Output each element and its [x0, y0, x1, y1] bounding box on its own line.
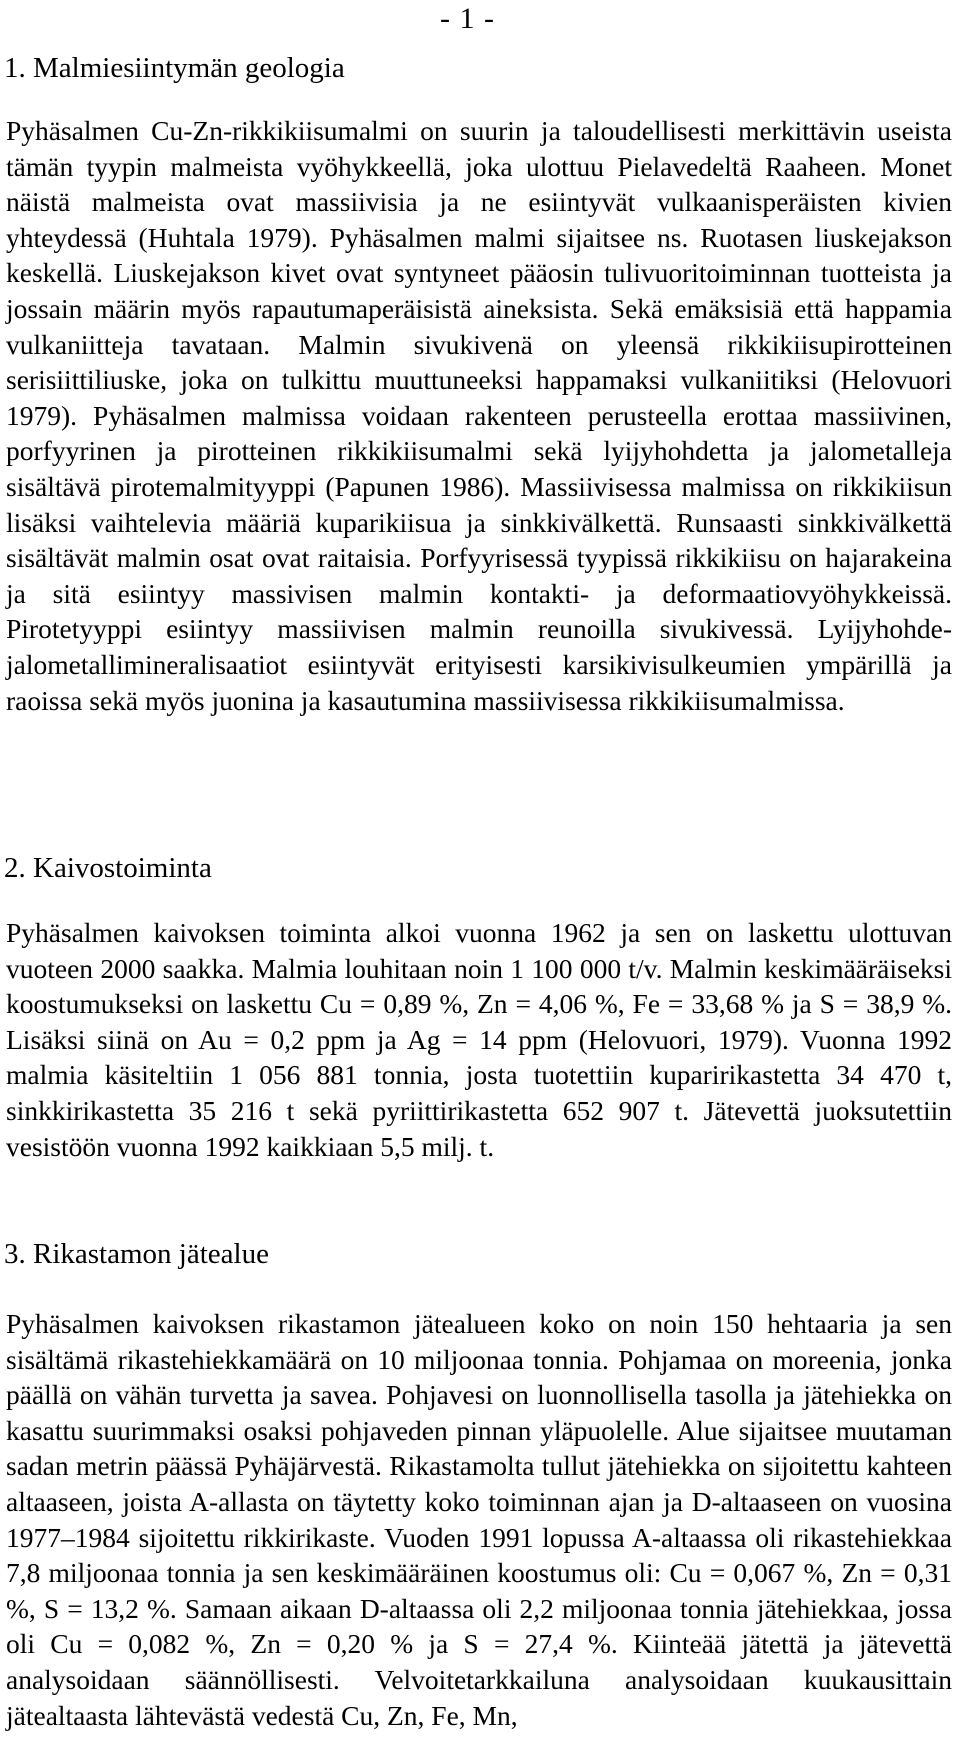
section-paragraph-geology: Pyhäsalmen Cu-Zn-rikkikiisumalmi on suurin ja taloudellisesti merkittävin useista tämän tyypin malmeista vyöhykkeellä, joka ulottuu Pielavedeltä Raaheen. Monet näistä malmeista ovat massiivisia ja ne esiintyvät vulkaanisperäisten kivien yhteydessä (Huhtala 1979). Pyhäsalmen malmi sijaitsee ns. Ruotasen liuskejakson keskellä. Liuskejakson kivet ovat syntyneet pääosin tulivuoritoiminnan tuotteista ja jossain määrin myös rapautumaperäisistä aineksista. Sekä emäksisiä että happamia vulkaniitteja tavataan. Malmin sivukivenä on yleensä rikkikiisupirotteinen serisiittiliuske, joka on tulkittu muuttuneeksi happamaksi vulkaniitiksi (Helovuori 1979). Pyhäsalmen malmissa voidaan rakenteen perusteella erottaa massiivinen, porfyyrinen ja pirotteinen rikkikiisumalmi sekä lyijyhohdetta ja jalometalleja sisältävä pirotemalmityyppi (Papunen 1986). Massiivisessa malmissa on rikkikiisun lisäksi vaihtelevia määriä kuparikiisua ja sinkkivälkettä. Runsaasti sinkkivälkettä sisältävät malmin osat ovat raitaisia. Porfyyrisessä tyypissä rikkikiisu on hajarakeina ja sitä esiintyy massivisen malmin kontakti- ja deformaatiovyöhykkeissä. Pirotetyyppi esiintyy massiivisen malmin reunoilla sivukivessä. Lyijyhohde-jalometallimineralisaatiot esiintyvät erityisesti karsikivisulkeumien ympärillä ja raoissa sekä myös juonina ja kasautumina massiivisessa rikkikiisumalmissa. — [6, 115, 952, 716]
section-heading-mining: 2. Kaivostoiminta — [4, 852, 212, 884]
section-heading-geology: 1. Malmiesiintymän geologia — [4, 52, 345, 84]
section-paragraph-mining: Pyhäsalmen kaivoksen toiminta alkoi vuonna 1962 ja sen on laskettu ulottuvan vuoteen 2000 saakka. Malmia louhitaan noin 1 100 000 t/v. Malmin keskimääräiseksi koostumukseksi on laskettu Cu = 0,89 %, Zn = 4,06 %, Fe = 33,68 % ja S = 38,9 %. Lisäksi siinä on Au = 0,2 ppm ja Ag = 14 ppm (Helovuori, 1979). Vuonna 1992 malmia käsiteltiin 1 056 881 tonnia, josta tuotettiin kuparirikastetta 34 470 t, sinkkirikastetta 35 216 t sekä pyriittirikastetta 652 907 t. Jätevettä juoksutettiin vesistöön vuonna 1992 kaikkiaan 5,5 milj. t. — [6, 917, 952, 1162]
section-paragraph-tailings: Pyhäsalmen kaivoksen rikastamon jätealueen koko on noin 150 hehtaaria ja sen sisältämä rikastehiekkamäärä on 10 miljoonaa tonnia. Pohjamaa on moreenia, jonka päällä on vähän turvetta ja savea. Pohjavesi on luonnollisella tasolla ja jätehiekka on kasattu suurimmaksi osaksi pohjaveden pinnan yläpuolelle. Alue sijaitsee muutaman sadan metrin päässä Pyhäjärvestä. Rikastamolta tullut jätehiekka on sijoitettu kahteen altaaseen, joista A-allasta on täytetty koko toiminnan ajan ja D-altaaseen on vuosina 1977–1984 sijoitettu rikkirikaste. Vuoden 1991 lopussa A-altaassa oli rikastehiekkaa 7,8 miljoonaa tonnia ja sen keskimääräinen koostumus oli: Cu = 0,067 %, Zn = 0,31 %, S = 13,2 %. Samaan aikaan D-altaassa oli 2,2 miljoonaa tonnia jätehiekkaa, jossa oli Cu = 0,082 %, Zn = 0,20 % ja S = 27,4 %. Kiinteää jätettä ja jätevettä analysoidaan säännöllisesti. Velvoitetarkkailuna analysoidaan kuukausittain jätealtaasta lähtevästä vedestä Cu, Zn, Fe, Mn, — [6, 1308, 952, 1731]
page-number: - 1 - — [440, 2, 495, 35]
section-heading-tailings: 3. Rikastamon jätealue — [4, 1238, 269, 1270]
